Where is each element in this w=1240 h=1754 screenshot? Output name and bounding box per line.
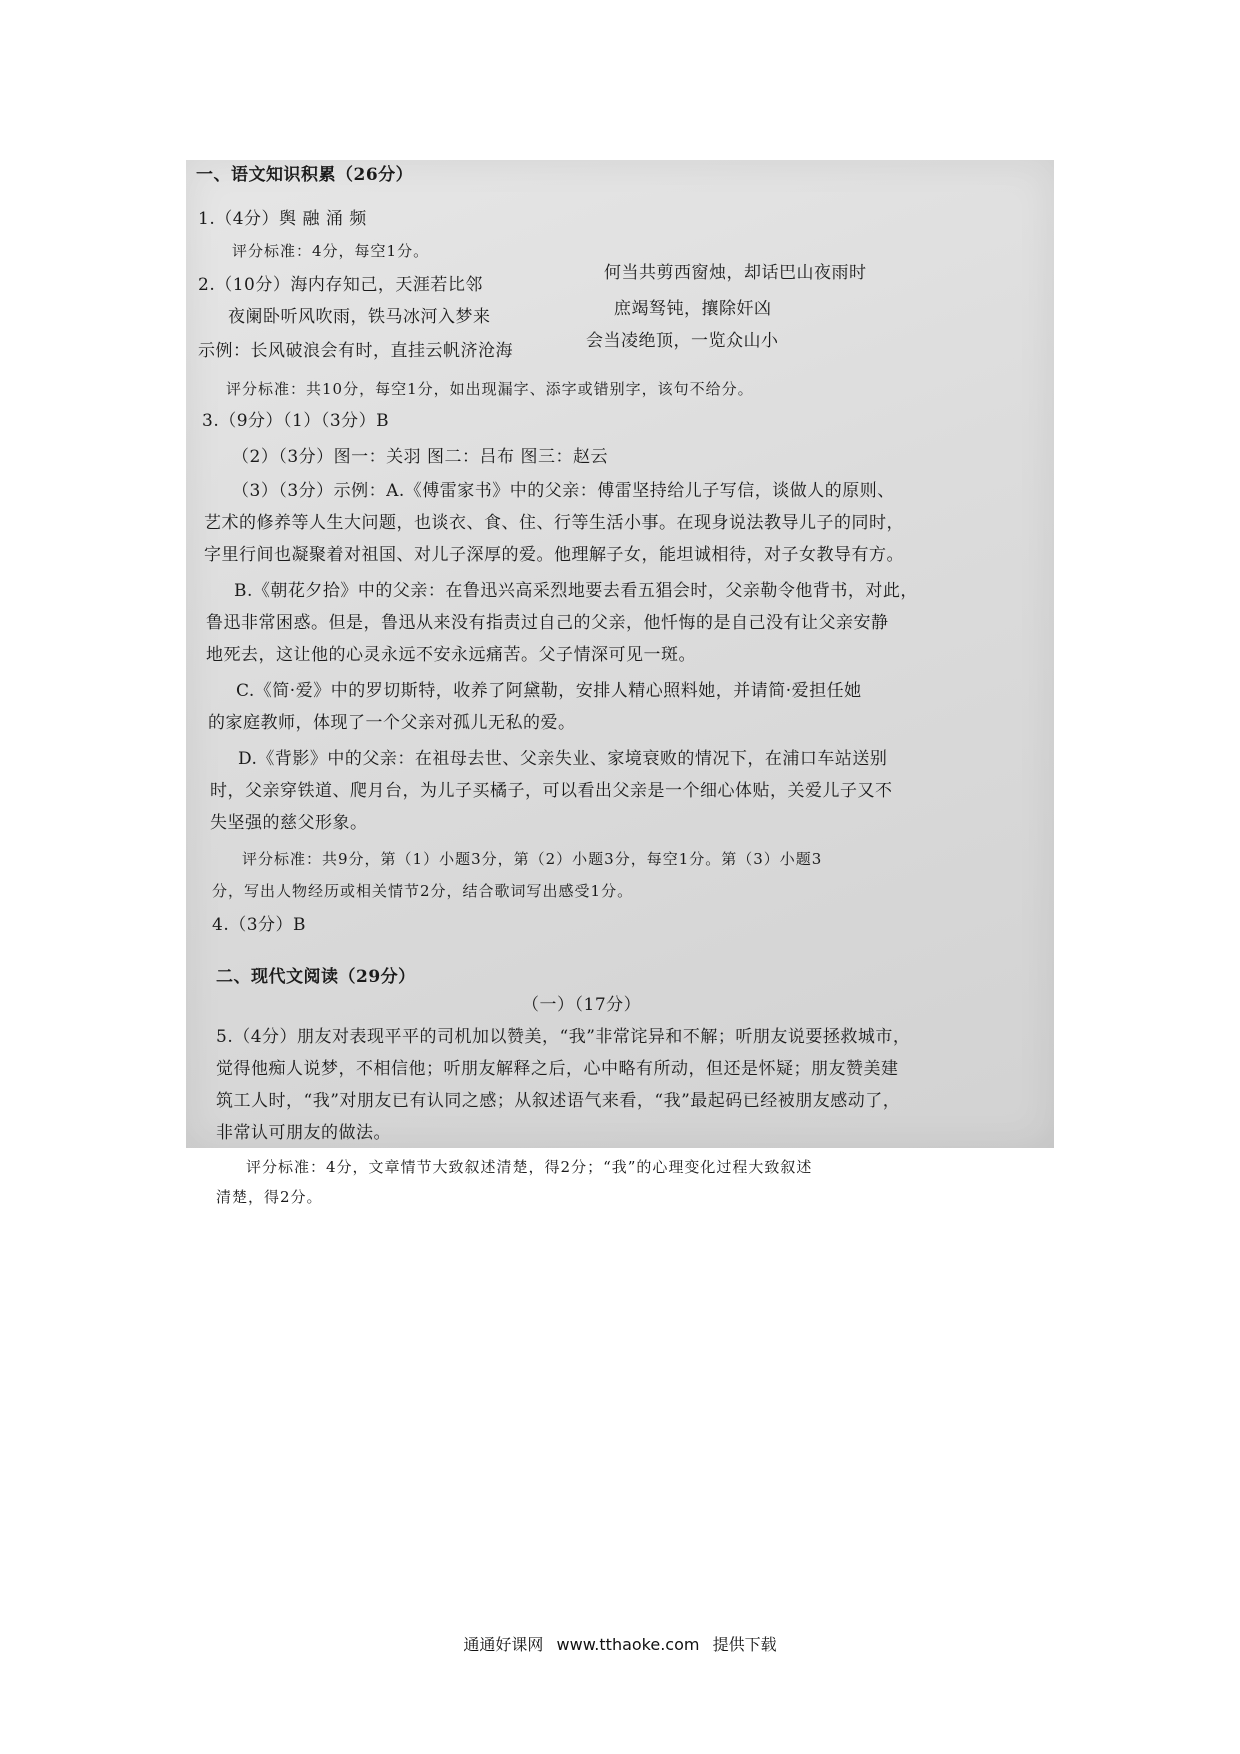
question-3-d-line-1: D.《背影》中的父亲：在祖母去世、父亲失业、家境衰败的情况下，在浦口车站送别 (238, 749, 888, 769)
section-2-subtitle: （一）（17分） (522, 995, 642, 1015)
question-3-part-2: （2）（3分）图一：关羽 图二：吕布 图三：赵云 (232, 447, 608, 467)
question-1-scoring: 评分标准：4分，每空1分。 (232, 242, 430, 260)
question-2-line-2b: 庶竭驽钝，攘除奸凶 (614, 299, 772, 319)
question-3-c-line-2: 的家庭教师，体现了一个父亲对孤儿无私的爱。 (208, 713, 576, 733)
question-5-line-2: 觉得他痴人说梦，不相信他；听朋友解释之后，心中略有所动，但还是怀疑；朋友赞美建 (216, 1059, 899, 1079)
question-3-part-3-line-2: 艺术的修养等人生大问题，也谈衣、食、住、行等生活小事。在现身说法教导儿子的同时， (204, 513, 904, 533)
question-3-scoring-line-2: 分，写出人物经历或相关情节2分，结合歌词写出感受1分。 (212, 882, 634, 900)
question-2-line-2a: 夜阑卧听风吹雨，铁马冰河入梦来 (228, 307, 491, 327)
question-3-part-3-line-1: （3）（3分）示例：A.《傅雷家书》中的父亲：傅雷坚持给儿子写信，谈做人的原则、 (232, 481, 895, 501)
question-3-d-line-3: 失坚强的慈父形象。 (210, 813, 368, 833)
section-2-title: 二、现代文阅读（29分） (216, 967, 416, 987)
question-3-d-line-2: 时，父亲穿铁道、爬月台，为儿子买橘子，可以看出父亲是一个细心体贴，关爱儿子又不 (210, 781, 893, 801)
question-5-scoring-line-1: 评分标准：4分，文章情节大致叙述清楚，得2分；“我”的心理变化过程大致叙述 (246, 1158, 813, 1176)
section-1-title: 一、语文知识积累（26分） (196, 165, 414, 185)
question-2-line-3a: 示例：长风破浪会有时，直挂云帆济沧海 (198, 341, 513, 361)
question-5-line-4: 非常认可朋友的做法。 (216, 1123, 391, 1143)
question-3-b-line-2: 鲁迅非常困惑。但是，鲁迅从来没有指责过自己的父亲，他忏悔的是自己没有让父亲安静 (206, 613, 889, 633)
question-2-line-1b: 何当共剪西窗烛，却话巴山夜雨时 (604, 263, 867, 283)
question-4-answer: 4.（3分）B (212, 915, 307, 935)
question-5-line-3: 筑工人时，“我”对朋友已有认同之感；从叙述语气来看，“我”最起码已经被朋友感动了， (216, 1091, 901, 1111)
question-3-part-3-line-3: 字里行间也凝聚着对祖国、对儿子深厚的爱。他理解子女，能坦诚相待，对子女教导有方。 (204, 545, 904, 565)
question-2-scoring: 评分标准：共10分，每空1分，如出现漏字、添字或错别字，该句不给分。 (226, 380, 754, 398)
question-3-scoring-line-1: 评分标准：共9分，第（1）小题3分，第（2）小题3分，每空1分。第（3）小题3 (242, 850, 823, 868)
question-3-c-line-1: C.《简·爱》中的罗切斯特，收养了阿黛勒，安排人精心照料她，并请简·爱担任她 (236, 681, 862, 701)
footer-url[interactable]: www.tthaoke.com (556, 1635, 700, 1654)
page-footer (0, 1632, 1240, 1655)
question-3-part-1: 3.（9分）（1）（3分）B (202, 411, 390, 431)
question-5-scoring-line-2: 清楚，得2分。 (216, 1188, 323, 1206)
footer-action: 提供下载 (712, 1635, 777, 1654)
question-1-answer: 1.（4分）舆 融 涌 频 (198, 209, 367, 229)
question-3-b-line-3: 地死去，这让他的心灵永远不安永远痛苦。父子情深可见一斑。 (206, 645, 696, 665)
footer-site-name: 通通好课网 (463, 1635, 544, 1654)
question-3-b-line-1: B.《朝花夕拾》中的父亲：在鲁迅兴高采烈地要去看五猖会时，父亲勒令他背书，对此， (234, 581, 918, 601)
question-5-line-1: 5.（4分）朋友对表现平平的司机加以赞美，“我”非常诧异和不解；听朋友说要拯救城市， (216, 1027, 911, 1047)
question-2-line-3b: 会当凌绝顶，一览众山小 (586, 331, 779, 351)
question-2-line-1a: 2.（10分）海内存知己，天涯若比邻 (198, 275, 483, 295)
scanned-answer-sheet (186, 160, 1054, 1206)
